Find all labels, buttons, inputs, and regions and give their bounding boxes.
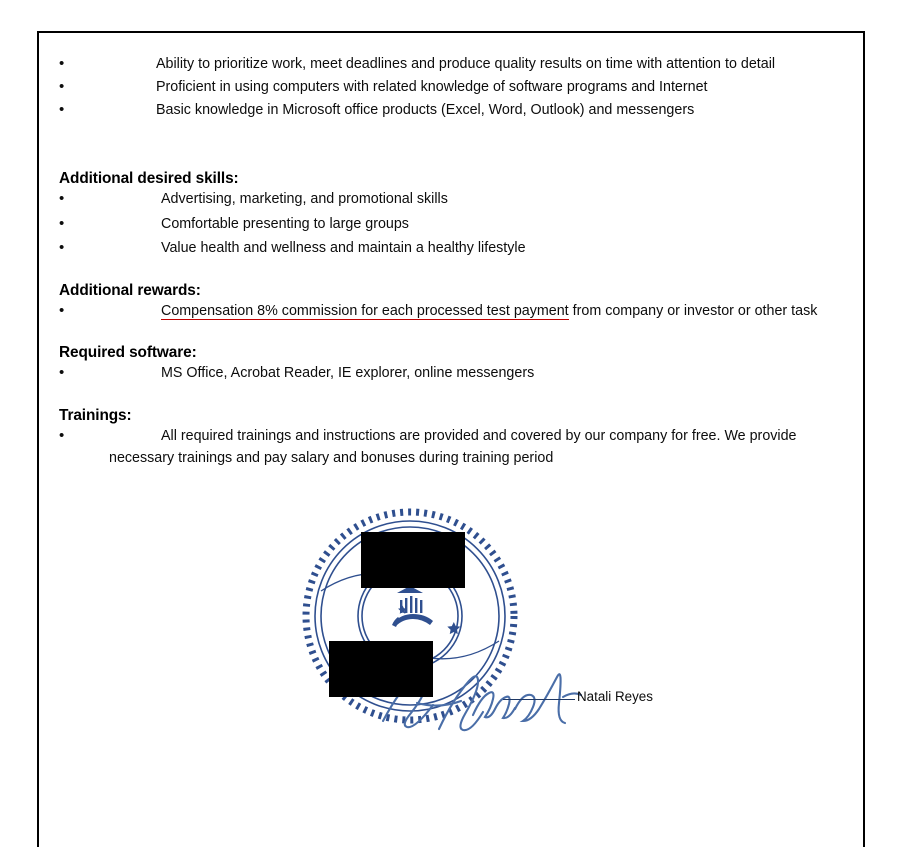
bullet-icon: • — [59, 426, 65, 444]
redaction-box-top — [361, 532, 465, 588]
list-item — [59, 237, 835, 259]
list-item — [59, 213, 835, 235]
document-page — [37, 31, 865, 847]
list-item — [59, 188, 835, 210]
list-item-text: Advertising, marketing, and promotional skills — [161, 191, 448, 208]
list-item-text: from company or investor or other task — [568, 302, 818, 319]
list-item-text: Ability to prioritize work, meet deadlines and produce quality results on time with attention to detail — [156, 56, 776, 72]
list-item-text: Basic knowledge in Microsoft office products (Excel, Word, Outlook) and messengers — [156, 102, 695, 119]
bullet-icon: • — [59, 78, 65, 96]
list-item — [59, 362, 835, 384]
list-item — [59, 76, 835, 98]
section-heading-additional-desired-skills: Additional desired skills: — [59, 170, 239, 188]
trainings-list — [59, 425, 835, 469]
section-heading-additional-rewards: Additional rewards: — [59, 281, 201, 299]
list-item-text: Value health and wellness and maintain a healthy lifestyle — [161, 240, 526, 257]
list-item-text: Proficient in using computers with related knowledge of software programs and Internet — [156, 79, 708, 96]
signatory-name: Natali Reyes — [577, 688, 653, 704]
bullet-icon: • — [59, 364, 65, 382]
list-item — [59, 425, 835, 469]
list-item-text: All required trainings and instructions are provided and covered by our company for free. We provide necessary trainings and pay salary and bonuses during training period — [109, 427, 797, 466]
list-item — [59, 53, 835, 75]
bullet-icon: • — [59, 301, 65, 319]
required-software-list — [59, 362, 835, 384]
section-heading-trainings: Trainings: — [59, 406, 132, 424]
list-item-text: Comfortable presenting to large groups — [161, 215, 409, 232]
bullet-icon: • — [59, 190, 65, 208]
requirements-list — [59, 53, 835, 121]
signature-block — [59, 505, 835, 755]
bullet-icon: • — [59, 55, 65, 72]
signature-line — [503, 699, 575, 700]
bullet-icon: • — [59, 214, 65, 232]
additional-rewards-list — [59, 300, 835, 322]
list-item — [59, 99, 835, 121]
redaction-box-bottom — [329, 641, 433, 697]
document-body — [39, 33, 863, 847]
section-heading-required-software: Required software: — [59, 344, 197, 362]
highlighted-compensation-text: Compensation 8% commission for each processed test payment — [161, 302, 569, 319]
bullet-icon: • — [59, 239, 65, 257]
additional-desired-skills-list — [59, 188, 835, 259]
list-item-text: MS Office, Acrobat Reader, IE explorer, online messengers — [161, 365, 535, 382]
bullet-icon: • — [59, 101, 65, 119]
list-item — [59, 300, 835, 322]
